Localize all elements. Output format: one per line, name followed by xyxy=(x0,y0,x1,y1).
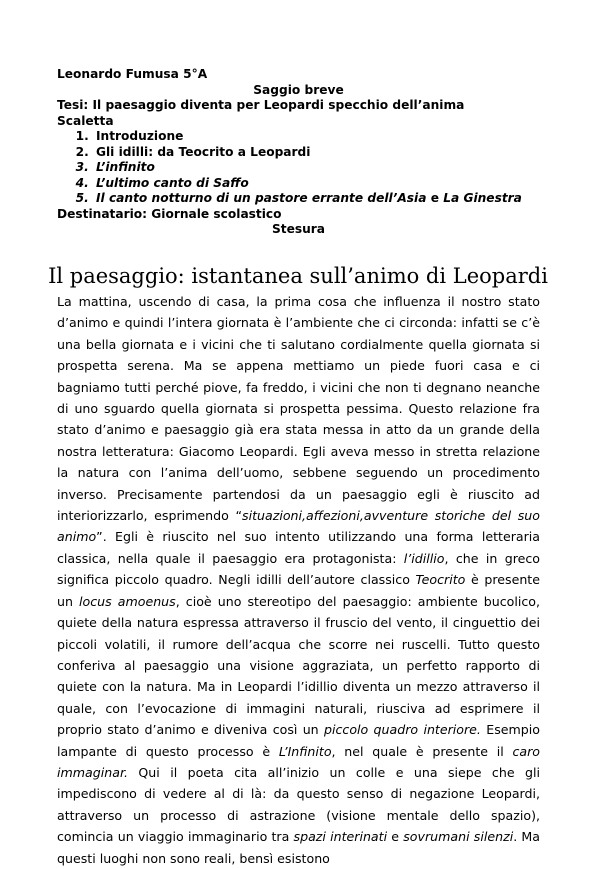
body-italic: sovrumani silenzi xyxy=(403,829,514,845)
body-text: . Ma questi luoghi non sono reali, bensì esistono xyxy=(57,829,540,866)
outline-item xyxy=(93,191,540,207)
essay-body xyxy=(57,291,540,869)
body-italic: L’Infinito xyxy=(278,743,332,759)
body-italic: caro immaginar. xyxy=(57,743,541,780)
outline-item: 4. L’ultimo canto di Saffo xyxy=(93,176,540,192)
outline-item-part: Il canto notturno di un pastore errante dell’Asia xyxy=(96,191,427,205)
body-text: Esempio lampante di questo processo è xyxy=(57,722,540,759)
recipient-line: Destinatario: Giornale scolastico xyxy=(57,206,282,221)
header-block xyxy=(57,67,540,238)
draft-label: Stesura xyxy=(271,222,326,236)
body-text: La mattina, uscendo di casa, la prima cosa che influenza il nostro stato d’animo e quindi l’intera giornata è l’ambiente che ci circonda: infatti se c’è una bella giornata e i vicini che ti salutano cordialmente quella giornata si prospetta serena. Ma se appena mettiamo un piede fuori casa e ci bagniamo tutti perché piove, fa freddo, i vicini che non ti degnano neanche di uno sguardo quella giornata si prospetta pessima. Questo relazione fra stato d’animo e paesaggio già era stata messa in atto da un grande della nostra letteratura: Giacomo Leopardi. Egli aveva messo in stretta relazione la natura con l’anima dell’uomo, sebbene seguendo un procedimento inverso. Precisamente partendosi da un paesaggio egli è riuscito ad interiorizzarlo, esprimendo “ xyxy=(57,294,540,524)
body-text: è presente un xyxy=(57,572,540,609)
doc-type: Saggio breve xyxy=(253,82,344,97)
thesis-line: Tesi: Il paesaggio diventa per Leopardi specchio dell’anima xyxy=(57,98,465,112)
author-line: Leonardo Fumusa 5°A xyxy=(57,67,208,81)
outline-list xyxy=(57,129,540,207)
outline-item: 3. L’infinito xyxy=(93,160,540,176)
body-text: , che in greco significa piccolo quadro. Negli idilli dell’autore classico xyxy=(57,550,540,588)
outline-item: 1. Introduzione xyxy=(93,129,540,145)
body-text: ”. Egli è riuscito nel suo intento utilizzando una forma letteraria classica, nella quale il paesaggio era protagonista: xyxy=(57,529,540,566)
body-italic: l’idillio xyxy=(403,550,445,566)
body-text: e xyxy=(387,829,404,845)
body-italic: locus amoenus xyxy=(79,593,176,609)
essay-title: Il paesaggio: istantanea sull’animo di Leopardi xyxy=(48,264,548,288)
body-text: Qui il poeta cita all’inizio un colle e una siepe che gli impediscono di vedere al di là: da questo senso di negazione Leopardi, attraverso un processo di astrazione (visione mentale dello spazio), comincia un viaggio immaginario tra xyxy=(57,764,540,845)
outline-item-conj: e xyxy=(426,191,444,205)
outline-item-part: La Ginestra xyxy=(443,191,522,205)
body-italic: piccolo quadro interiore. xyxy=(323,722,481,738)
outline-label: Scaletta xyxy=(57,113,114,128)
body-text: , nel quale è presente il xyxy=(331,743,513,759)
body-italic: situazioni,affezioni,avventure storiche del suo animo xyxy=(57,508,540,545)
body-italic: Teocrito xyxy=(415,572,466,588)
body-italic: spazi interinati xyxy=(293,829,388,845)
body-text: , cioè uno stereotipo del paesaggio: ambiente bucolico, quiete della natura espressa attraverso il fruscio del vento, il cinguettio dei piccoli volatili, il rumore dell’acqua che scorre nei ruscelli. Tutto questo conferiva al paesaggio una visione aggraziata, un perfetto rapporto di quiete con la natura. Ma in Leopardi l’idillio diventa un mezzo attraverso il quale, con l’evocazione di immagini naturali, riusciva ad esprimere il proprio stato d’animo e diveniva così un xyxy=(57,593,540,738)
outline-item: 2. Gli idilli: da Teocrito a Leopardi xyxy=(93,145,540,161)
